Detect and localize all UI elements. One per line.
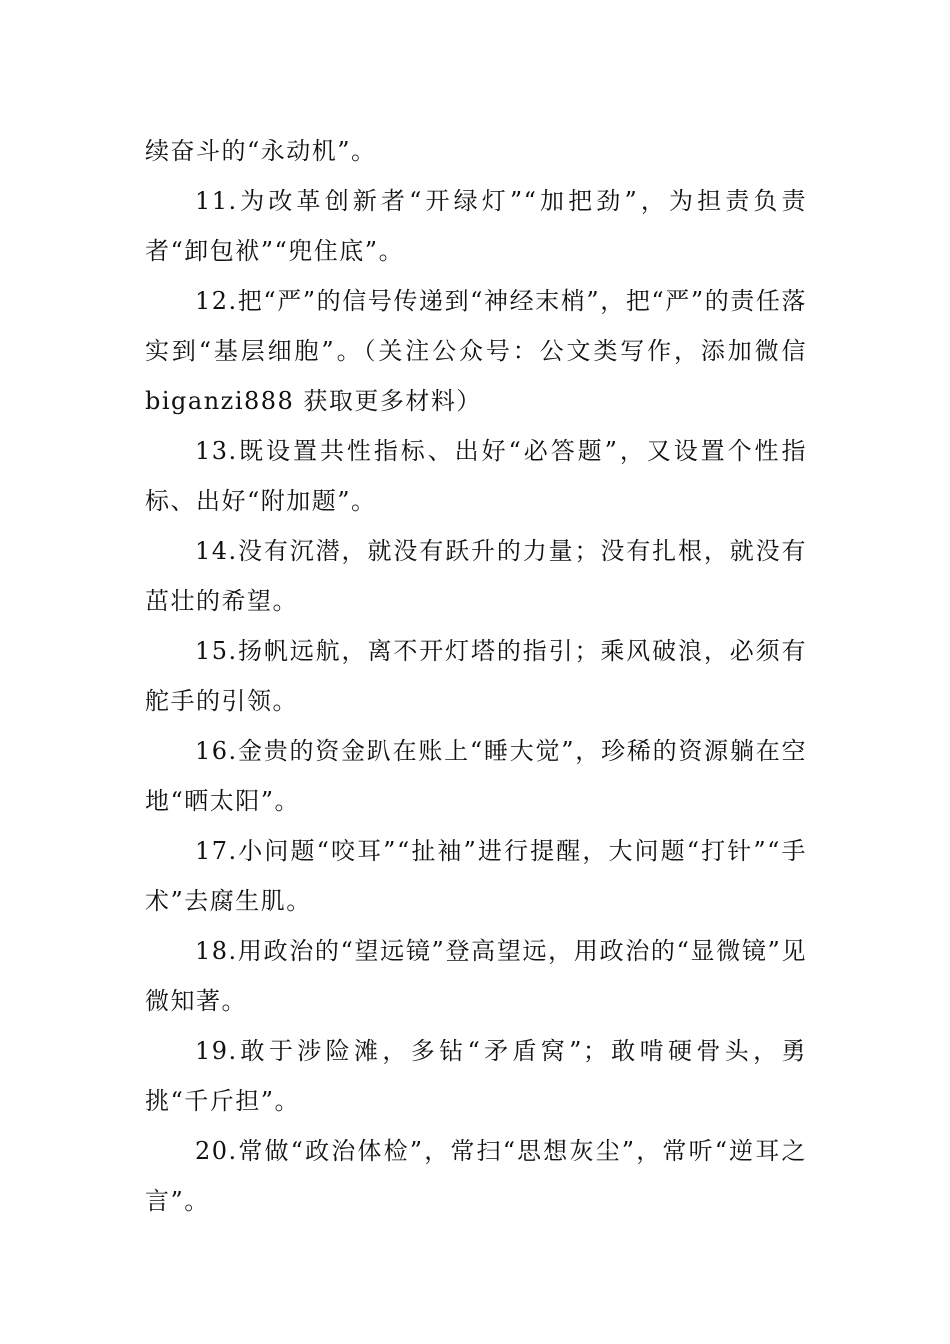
paragraph-item-11: 11.为改革创新者“开绿灯”“加把劲”，为担责负责者“卸包袱”“兜住底”。 [145,187,807,265]
paragraph-item-14: 14.没有沉潜，就没有跃升的力量；没有扎根，就没有茁壮的希望。 [145,537,807,615]
paragraph-item-20: 20.常做“政治体检”，常扫“思想灰尘”，常听“逆耳之言”。 [145,1137,807,1215]
paragraph-item-15: 15.扬帆远航，离不开灯塔的指引；乘风破浪，必须有舵手的引领。 [145,637,807,715]
paragraph-continuation: 续奋斗的“永动机”。 [145,137,377,165]
paragraph-item-17: 17.小问题“咬耳”“扯袖”进行提醒，大问题“打针”“手术”去腐生肌。 [145,837,807,915]
paragraph-item-16: 16.金贵的资金趴在账上“睡大觉”，珍稀的资源躺在空地“晒太阳”。 [145,737,807,815]
paragraph-item-12: 12.把“严”的信号传递到“神经末梢”，把“严”的责任落实到“基层细胞”。（关注公众号：公文类写作，添加微信 biganzi888 获取更多材料） [145,287,807,415]
paragraph-item-18: 18.用政治的“望远镜”登高望远，用政治的“显微镜”见微知著。 [145,937,807,1015]
paragraph-item-19: 19.敢于涉险滩，多钻“矛盾窝”；敢啃硬骨头，勇挑“千斤担”。 [145,1037,807,1115]
document-body [145,126,807,1226]
paragraph-item-13: 13.既设置共性指标、出好“必答题”，又设置个性指标、出好“附加题”。 [145,437,807,515]
